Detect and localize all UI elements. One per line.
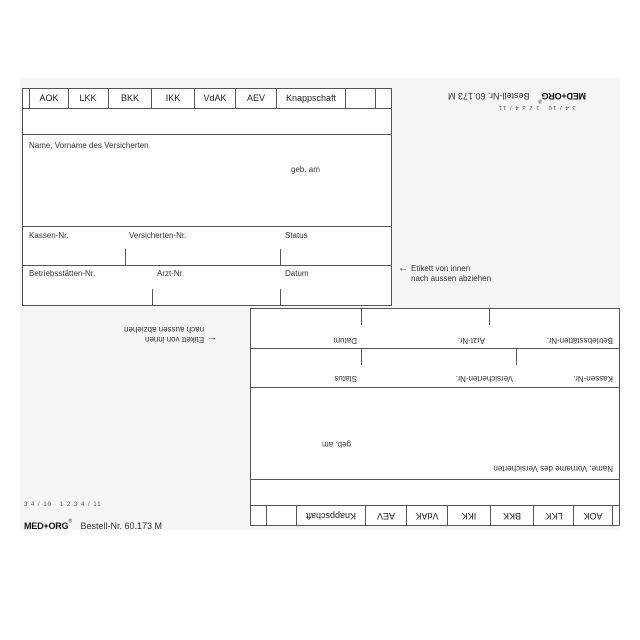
order-number: Bestell-Nr. 60.173 M (448, 91, 530, 101)
insurer-lkk: LKK (533, 506, 574, 525)
registered-mark: ® (68, 518, 73, 525)
label-sheet (20, 78, 620, 530)
divider (251, 387, 619, 388)
registered-mark: ® (538, 97, 542, 104)
field-site-no: Betriebsstätten-Nr. (546, 336, 613, 345)
insurance-label-top (22, 88, 392, 306)
field-name: Name, Vorname des Versicherten (29, 141, 149, 150)
field-date: Datum (285, 269, 309, 278)
field-dob: geb. am (291, 165, 320, 174)
field-separator (516, 349, 517, 365)
field-fund-no: Kassen-Nr. (29, 231, 69, 240)
insurer-vdak: VdAK (195, 89, 236, 108)
insurer-bkk: BKK (490, 506, 533, 525)
field-separator (152, 289, 153, 305)
peel-line-1: Etikett von innen (411, 264, 471, 273)
insurer-knappschaft: Knappschaft (277, 89, 346, 108)
insurance-label-bottom (250, 308, 620, 526)
divider (251, 348, 619, 349)
field-separator (489, 309, 490, 325)
insurer-bkk: BKK (109, 89, 152, 108)
insurer-ikk: IKK (447, 506, 490, 525)
divider (23, 265, 391, 266)
insurer-aok: AOK (29, 89, 69, 108)
peel-line-2: nach aussen abziehen (411, 274, 492, 283)
insurer-ikk: IKK (152, 89, 195, 108)
divider (23, 226, 391, 227)
field-name: Name, Vorname des Versicherten (493, 464, 613, 473)
field-separator (125, 249, 126, 265)
field-separator (361, 309, 362, 325)
brand-bottom (24, 516, 162, 534)
field-status: Status (285, 231, 308, 240)
peel-instruction-right (398, 264, 491, 284)
field-status: Status (334, 374, 357, 383)
field-insured-no: Versicherten-Nr. (129, 231, 187, 240)
med-org-logo: MED+ORG (24, 521, 69, 531)
field-insured-no: Versicherten-Nr. (455, 374, 513, 383)
print-codes-bottom (24, 502, 102, 508)
field-site-no: Betriebsstätten-Nr. (29, 269, 96, 278)
field-doctor-no: Arzt-Nr. (157, 269, 185, 278)
insurer-row (251, 505, 619, 525)
field-doctor-no: Arzt-Nr. (457, 336, 485, 345)
arrow-left-icon: ← (207, 334, 218, 345)
field-date: Datum (333, 336, 357, 345)
field-separator (361, 349, 362, 365)
insurer-aev: AEV (236, 89, 277, 108)
insurer-aok: AOK (573, 506, 613, 525)
peel-line-1: Etikett von innen (144, 335, 205, 344)
print-codes-top (498, 104, 576, 110)
insurer-blank (346, 89, 376, 108)
divider (23, 134, 391, 135)
order-number: Bestell-Nr. 60.173 M (80, 521, 163, 531)
code-a: 3 4 / 10 (24, 502, 53, 508)
divider (251, 479, 619, 480)
field-dob: geb. am (322, 440, 351, 449)
code-a: 3 4 / 10 (547, 104, 576, 110)
code-b: 1 2 3 4 / 11 (498, 104, 540, 110)
field-separator (280, 289, 281, 305)
insurer-lkk: LKK (68, 89, 109, 108)
med-org-logo: MED+ORG (541, 91, 587, 101)
peel-instruction-left (124, 324, 217, 344)
insurer-knappschaft: Knappschaft (296, 506, 365, 525)
insurer-row (23, 89, 391, 109)
arrow-left-icon: ← (398, 263, 408, 274)
insurer-aev: AEV (365, 506, 406, 525)
field-fund-no: Kassen-Nr. (573, 374, 613, 383)
peel-line-2: nach aussen abziehen (124, 325, 205, 334)
code-b: 1 2 3 4 / 11 (60, 502, 102, 508)
field-separator (280, 249, 281, 265)
insurer-blank (266, 506, 296, 525)
insurer-vdak: VdAK (406, 506, 447, 525)
